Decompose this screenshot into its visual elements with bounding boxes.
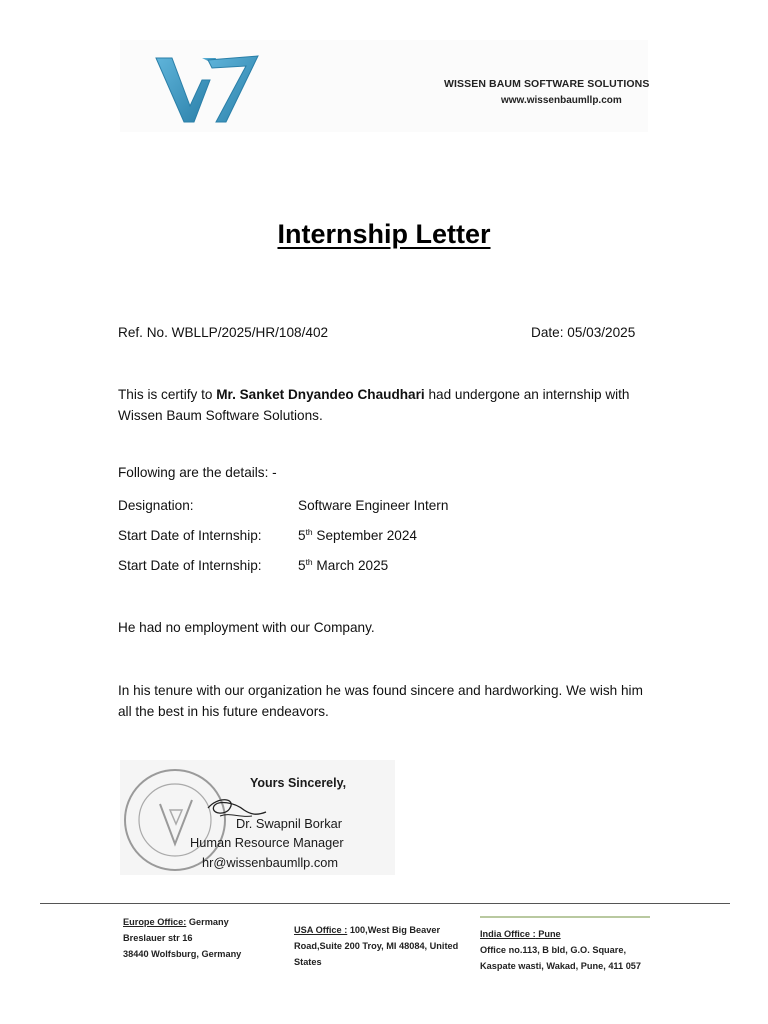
india-office-city: Pune: [535, 929, 561, 939]
india-office-heading: India Office :: [480, 929, 536, 939]
europe-office-country: Germany: [186, 917, 229, 927]
signatory-email: hr@wissenbaumllp.com: [202, 855, 339, 870]
europe-address-line: 38440 Wolfsburg, Germany: [123, 949, 242, 959]
detail-value-end-date: [298, 558, 388, 573]
signature-block: [120, 760, 395, 875]
detail-value-designation: Software Engineer Intern: [298, 498, 449, 513]
india-address-line: Office no.113, B bld, G.O. Square,: [480, 945, 627, 955]
footer-india-office: [480, 926, 655, 974]
footer-europe-office: [123, 914, 283, 962]
intern-name: Mr. Sanket Dnyandeo Chaudhari: [216, 387, 425, 402]
company-name: WISSEN BAUM SOFTWARE SOLUTIONS: [444, 78, 650, 90]
europe-address-line: Breslauer str 16: [123, 933, 193, 943]
india-address-line: Kaspate wasti, Wakad, Pune, 411 057: [480, 961, 642, 971]
details-heading: Following are the details: -: [118, 465, 277, 480]
detail-label-start-date: Start Date of Internship:: [118, 528, 262, 543]
wb-logo-icon: [154, 54, 264, 126]
footer-usa-office: [294, 922, 464, 970]
certify-paragraph: [118, 384, 658, 426]
signatory-name: Dr. Swapnil Borkar: [236, 816, 342, 831]
date-day: 5: [298, 558, 306, 573]
usa-office-heading: USA Office :: [294, 925, 348, 935]
date-month-year: September 2024: [312, 528, 417, 543]
employment-note: He had no employment with our Company.: [118, 620, 375, 635]
detail-value-start-date: [298, 528, 417, 543]
letter-date: Date: 05/03/2025: [531, 325, 636, 340]
detail-label-designation: Designation:: [118, 498, 194, 513]
date-suffix: th: [305, 557, 313, 567]
date-suffix: th: [305, 527, 313, 537]
usa-office-address: 100,West Big Beaver Road,Suite 200 Troy, MI 48084, United States: [294, 925, 459, 967]
date-month-year: March 2025: [312, 558, 389, 573]
valediction: Yours Sincerely,: [250, 776, 347, 790]
certify-prefix: This is certify to: [118, 387, 217, 402]
footer-divider: [40, 903, 730, 904]
letterhead-banner: [120, 40, 648, 132]
closing-paragraph: In his tenure with our organization he was found sincere and hardworking. We wish him all the best in his future endeavors.: [118, 683, 643, 719]
detail-label-end-date: Start Date of Internship:: [118, 558, 262, 573]
date-day: 5: [298, 528, 306, 543]
reference-number: Ref. No. WBLLP/2025/HR/108/402: [118, 325, 329, 340]
signatory-title: Human Resource Manager: [190, 835, 344, 850]
europe-office-heading: Europe Office:: [123, 917, 187, 927]
letter-title: Internship Letter: [277, 219, 491, 249]
certify-suffix: had undergone an internship with Wissen Baum Software Solutions.: [118, 387, 630, 423]
footer-accent-line: [480, 916, 650, 918]
company-website: www.wissenbaumllp.com: [501, 95, 622, 106]
